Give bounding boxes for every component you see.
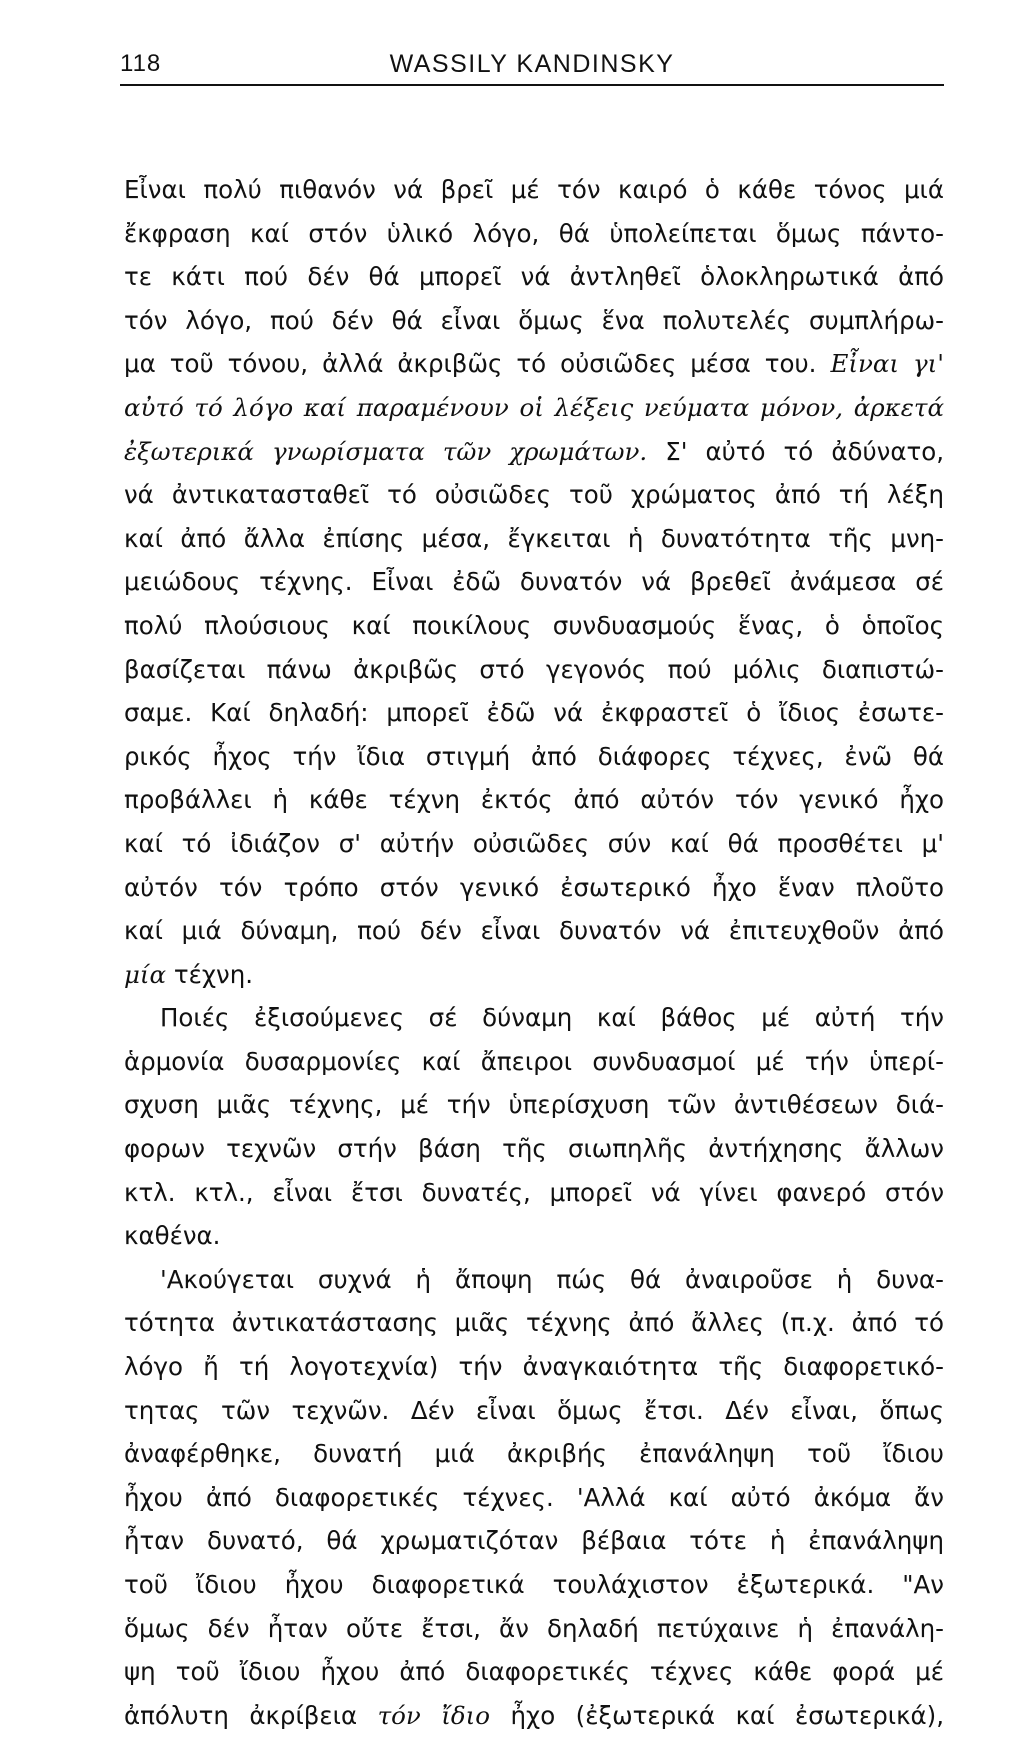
text-line [124, 953, 944, 997]
text-line [124, 1258, 944, 1302]
text-line [124, 1432, 944, 1476]
text-line [124, 1650, 944, 1694]
italic-text: αὐτό τό λόγο καί παραμένουν οἱ λέξεις νεύματα μόνον, ἀρκετά [124, 392, 944, 422]
text-line [124, 1301, 944, 1345]
text-span: ρικός ἦχος τήν ἴδια στιγμή ἀπό διάφορες τέχνες, ἐνῶ θά [124, 741, 944, 771]
text-span: μειώδους τέχνης. Εἶναι ἐδῶ δυνατόν νά βρεθεῖ ἀνάμεσα σέ [124, 567, 944, 597]
text-line [124, 1563, 944, 1607]
text-span: σχυση μιᾶς τέχνης, μέ τήν ὑπερίσχυση τῶν ἀντιθέσεων διά- [124, 1090, 944, 1120]
text-span: τότητα ἀντικατάστασης μιᾶς τέχνης ἀπό ἄλλες (π.χ. ἀπό τό [124, 1308, 944, 1338]
text-line [124, 1127, 944, 1171]
text-span: καί τό ἰδιάζον σ' αὐτήν οὐσιῶδες σύν καί θά προσθέτει μ' [124, 828, 944, 858]
text-line [124, 691, 944, 735]
text-span: μα τοῦ τόνου, ἀλλά ἀκριβῶς τό οὐσιῶδες μέσα του. [124, 349, 831, 379]
text-line [124, 822, 944, 866]
text-span: 'Ακούγεται συχνά ἡ ἄποψη πώς θά ἀναιροῦσε ἡ δυνα- [160, 1264, 944, 1294]
text-line [124, 255, 944, 299]
text-span: σαμε. Καί δηλαδή: μπορεῖ ἐδῶ νά ἐκφραστεῖ ὁ ἴδιος ἐσωτε- [124, 698, 944, 728]
text-line [124, 1519, 944, 1563]
text-line [124, 299, 944, 343]
text-span: λόγο ἤ τή λογοτεχνία) τήν ἀναγκαιότητα τῆς διαφορετικό- [124, 1352, 944, 1382]
text-line [124, 735, 944, 779]
text-span: ἁρμονία δυσαρμονίες καί ἄπειροι συνδυασμοί μέ τήν ὑπερί- [124, 1046, 944, 1076]
text-line [124, 1607, 944, 1651]
text-line [124, 342, 944, 386]
text-line [124, 1389, 944, 1433]
text-span: τοῦ ἴδιου ἦχου διαφορετικά τουλάχιστον ἐξωτερικά. "Αν [124, 1570, 944, 1599]
text-line [124, 648, 944, 692]
text-span: φορων τεχνῶν στήν βάση τῆς σιωπηλῆς ἀντήχησης ἄλλων [124, 1134, 944, 1164]
text-line [124, 517, 944, 561]
text-line [124, 168, 944, 212]
italic-text: τόν ἴδιο [377, 1700, 491, 1730]
text-line [124, 1171, 944, 1215]
text-span: καθένα. [124, 1221, 221, 1251]
text-span: πολύ πλούσιους καί ποικίλους συνδυασμούς ἕνας, ὁ ὁποῖος [124, 610, 944, 640]
text-span: τέχνη. [166, 959, 254, 989]
text-span: ἦταν δυνατό, θά χρωματιζόταν βέβαια τότε ἡ ἐπανάληψη [124, 1526, 944, 1556]
text-span: ἔκφραση καί στόν ὑλικό λόγο, θά ὑπολείπεται ὅμως πάντο- [124, 218, 944, 248]
text-span: καί μιά δύναμη, πού δέν εἶναι δυνατόν νά ἐπιτευχθοῦν ἀπό [124, 916, 944, 946]
text-span: ἀπόλυτη ἀκρίβεια [124, 1700, 378, 1730]
text-span: Σ' αὐτό τό ἀδύνατο, [647, 436, 945, 466]
text-span: βασίζεται πάνω ἀκριβῶς στό γεγονός πού μόλις διαπιστώ- [124, 654, 944, 684]
text-span: ἦχου ἀπό διαφορετικές τέχνες. 'Αλλά καί αὐτό ἀκόμα ἄν [124, 1482, 944, 1512]
text-span: ἦχο (ἐξωτερικά καί ἐσωτερικά), [490, 1700, 945, 1730]
italic-text: Εἶναι γι' [830, 349, 944, 379]
text-span: τόν λόγο, πού δέν θά εἶναι ὅμως ἕνα πολυτελές συμπλήρω- [124, 305, 944, 335]
text-line [124, 909, 944, 953]
text-line [124, 473, 944, 517]
text-line [124, 1040, 944, 1084]
text-span: προβάλλει ἡ κάθε τέχνη ἐκτός ἀπό αὐτόν τόν γενικό ἦχο [124, 785, 944, 815]
body-text [124, 168, 944, 1737]
text-span: καί ἀπό ἄλλα ἐπίσης μέσα, ἔγκειται ἡ δυνατότητα τῆς μνη- [124, 523, 944, 553]
page-number: 118 [120, 50, 162, 77]
text-line [124, 386, 944, 430]
text-line [124, 866, 944, 910]
text-span: Εἶναι πολύ πιθανόν νά βρεῖ μέ τόν καιρό ὁ κάθε τόνος μιά [124, 175, 944, 204]
text-line [124, 604, 944, 648]
text-span: ἀναφέρθηκε, δυνατή μιά ἀκριβής ἐπανάληψη τοῦ ἴδιου [124, 1439, 944, 1469]
running-title: WASSILY KANDINSKY [389, 50, 675, 78]
text-span: ψη τοῦ ἴδιου ἦχου ἀπό διαφορετικές τέχνες κάθε φορά μέ [124, 1657, 944, 1687]
text-span: τε κάτι πού δέν θά μπορεῖ νά ἀντληθεῖ ὁλοκληρωτικά ἀπό [124, 262, 944, 292]
text-line [124, 1694, 944, 1737]
text-line [124, 778, 944, 822]
text-span: τητας τῶν τεχνῶν. Δέν εἶναι ὅμως ἔτσι. Δέν εἶναι, ὅπως [124, 1395, 944, 1425]
text-line [124, 1083, 944, 1127]
text-line [124, 1345, 944, 1389]
text-line [124, 996, 944, 1040]
text-span: αὐτόν τόν τρόπο στόν γενικό ἐσωτερικό ἦχο ἕναν πλοῦτο [124, 872, 944, 902]
text-line [124, 560, 944, 604]
text-span: νά ἀντικατασταθεῖ τό οὐσιῶδες τοῦ χρώματος ἀπό τή λέξη [124, 480, 944, 510]
text-line [124, 430, 944, 474]
text-span: ὅμως δέν ἦταν οὔτε ἔτσι, ἄν δηλαδή πετύχαινε ἡ ἐπανάλη- [124, 1613, 944, 1643]
running-head [120, 44, 944, 86]
text-line [124, 1476, 944, 1520]
italic-text: ἐξωτερικά γνωρίσματα τῶν χρωμάτων. [124, 436, 648, 466]
text-span: κτλ. κτλ., εἶναι ἔτσι δυνατές, μπορεῖ νά γίνει φανερό στόν [124, 1177, 944, 1207]
text-span: Ποιές ἐξισούμενες σέ δύναμη καί βάθος μέ αὐτή τήν [160, 1003, 944, 1033]
italic-text: μία [124, 959, 167, 989]
text-line [124, 1214, 944, 1258]
text-line [124, 212, 944, 256]
